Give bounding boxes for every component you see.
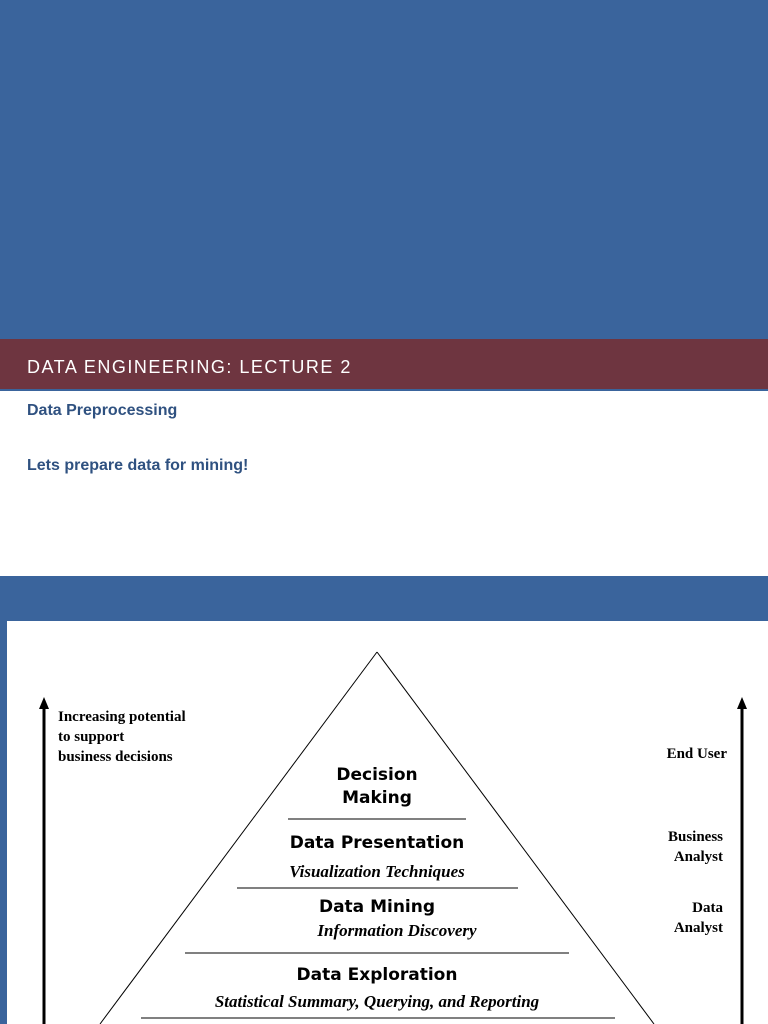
diagram-panel <box>7 621 768 1024</box>
right-arrow-icon <box>737 697 747 709</box>
slide-title: DATA ENGINEERING: LECTURE 2 <box>27 357 352 377</box>
level-data-exploration-subtitle: Statistical Summary, Querying, and Reporting <box>214 992 540 1011</box>
level-data-mining-subtitle: Information Discovery <box>317 921 477 940</box>
slide-tagline: Lets prepare data for mining! <box>27 457 249 474</box>
level-data-exploration: Data Exploration <box>296 965 458 985</box>
pyramid-slide <box>0 576 768 1024</box>
slide-subtitle: Data Preprocessing <box>27 402 178 419</box>
level-data-mining: Data Mining <box>318 897 436 917</box>
level-data-presentation: Data Presentation <box>289 833 465 853</box>
role-data-analyst: Data Analyst <box>673 900 723 936</box>
potential-caption: Increasing potential to support business decisions <box>58 709 186 765</box>
role-business-analyst: Business Analyst <box>667 829 723 865</box>
slide-hero-background <box>0 0 768 339</box>
role-end-user: End User <box>666 746 727 762</box>
left-arrow-icon <box>39 697 49 709</box>
level-decision-making: Decision Making <box>336 765 418 808</box>
level-data-presentation-subtitle: Visualization Techniques <box>289 862 465 881</box>
